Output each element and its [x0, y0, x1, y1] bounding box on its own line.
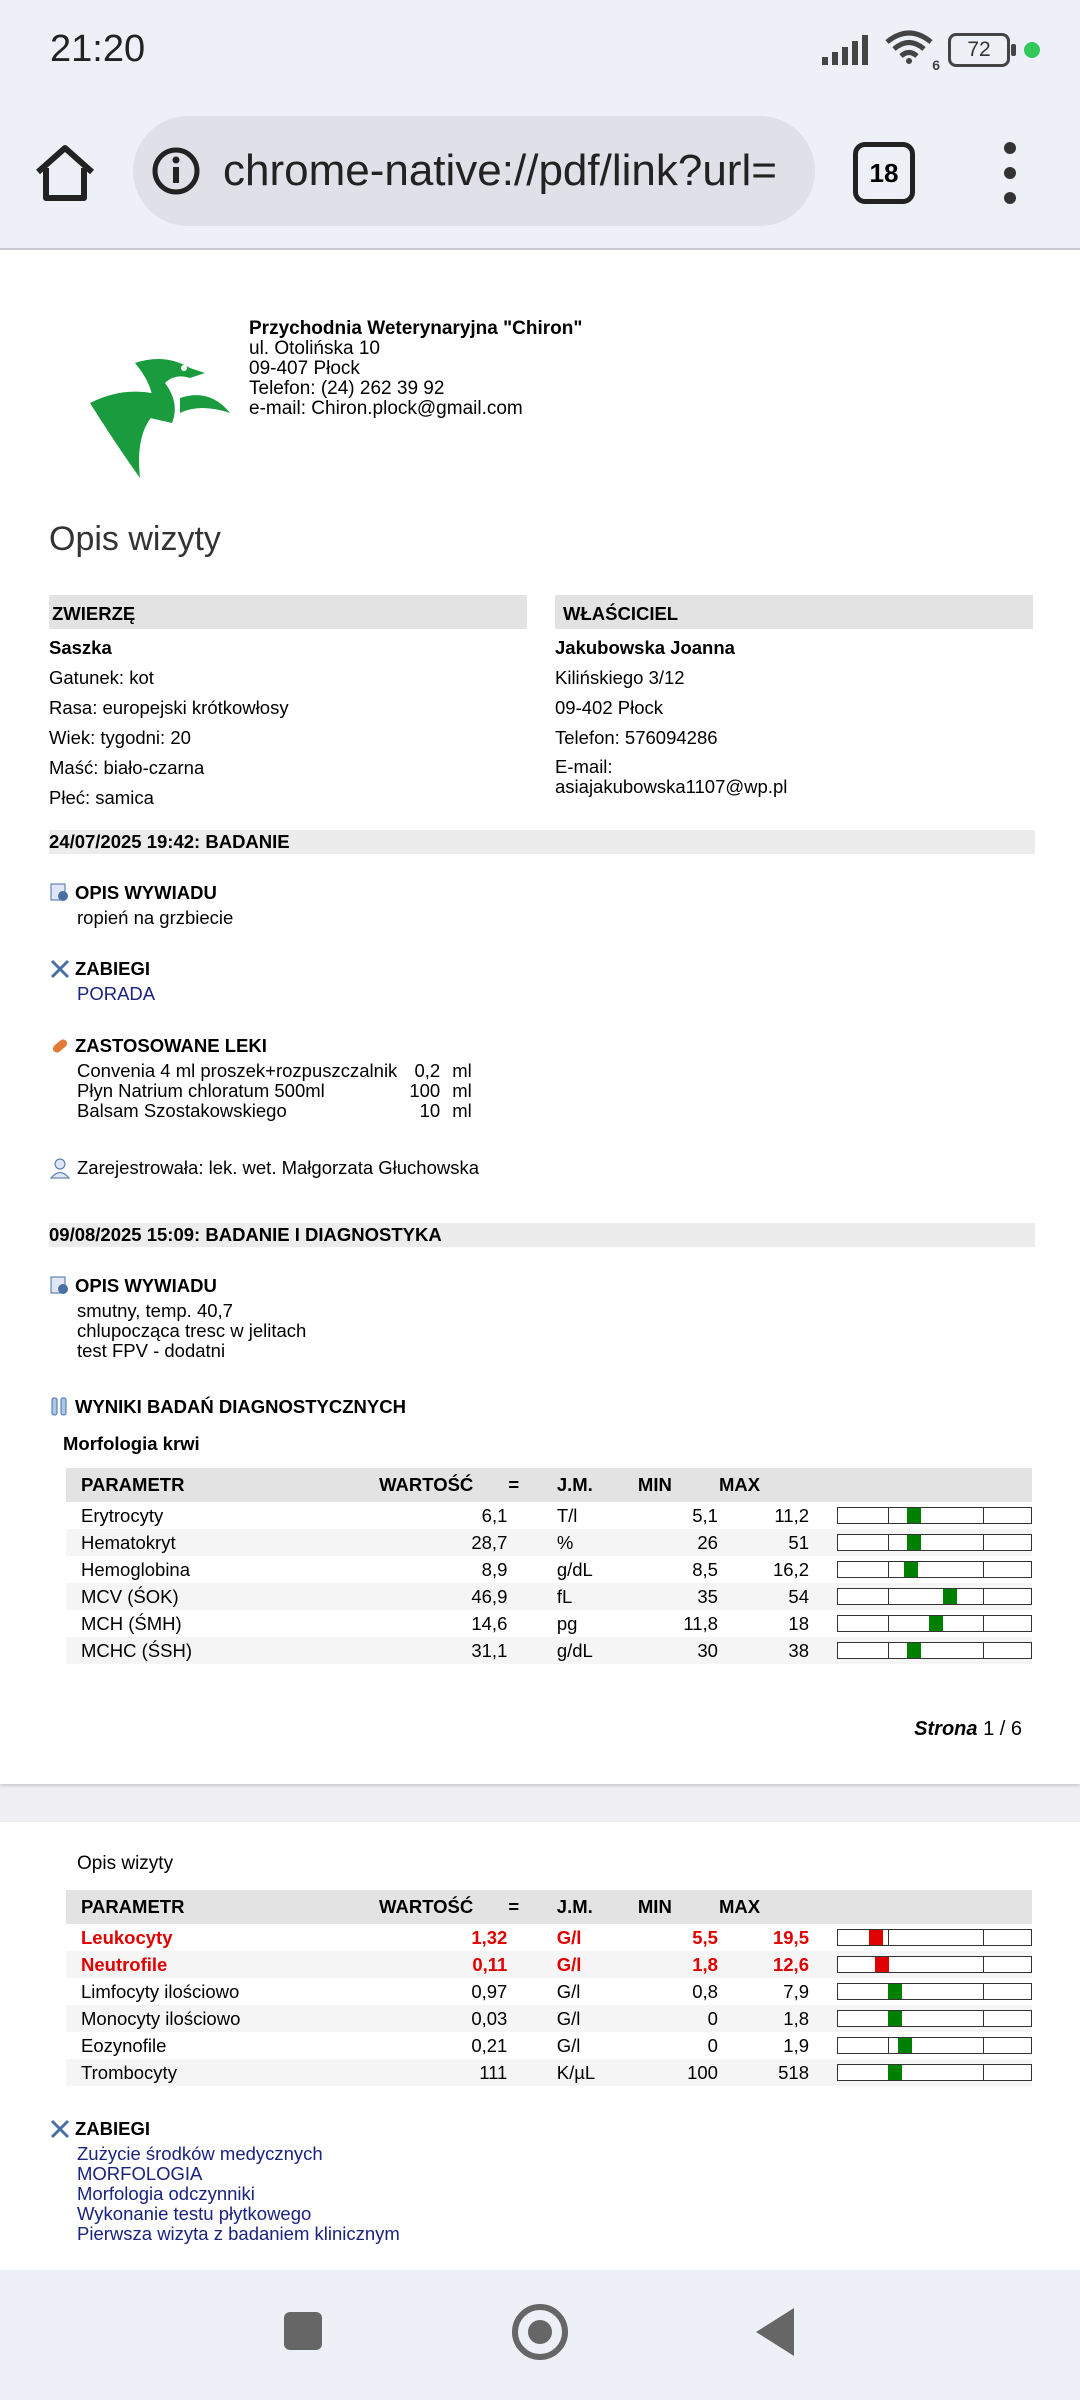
result-value: 1,32 [471, 1926, 508, 1948]
page2-header: Opis wizyty [77, 1853, 174, 1874]
result-min: 0 [637, 2005, 718, 2032]
table-header: PARAMETR WARTOŚĆ = J.M. MIN MAX [66, 1468, 1032, 1502]
range-marker [888, 1984, 902, 1999]
result-unit: g/dL [547, 1637, 637, 1664]
result-value: 111 [378, 2059, 507, 2086]
result-unit: G/l [547, 1951, 637, 1978]
clock: 21:20 [50, 28, 146, 70]
result-row [66, 1610, 1032, 1637]
recents-button[interactable] [284, 2312, 322, 2350]
pdf-page-1 [0, 250, 1080, 1784]
results-table-page1 [66, 1468, 1032, 1664]
doctor-icon [49, 1157, 71, 1179]
result-param: Eozynofile [81, 2034, 167, 2056]
result-param: Neutrofile [66, 1951, 378, 1978]
procedure-item[interactable]: Morfologia odczynniki [77, 2183, 255, 2204]
result-unit: g/dL [556, 1558, 593, 1580]
page-current: 1 [983, 1718, 995, 1740]
range-marker [929, 1616, 943, 1631]
range-bar [837, 1615, 1032, 1632]
wifi-label: 6 [932, 57, 940, 73]
test-tubes-icon [49, 1396, 71, 1418]
range-marker [888, 2065, 902, 2080]
range-bar [837, 1561, 1032, 1578]
registered-by: Zarejestrowała: lek. wet. Małgorzata Głuchowska [77, 1157, 480, 1178]
result-min: 26 [637, 1529, 718, 1556]
wifi-icon [884, 30, 940, 73]
result-row [66, 1637, 1032, 1664]
visit1-procedures [49, 958, 155, 1004]
clinic-header [249, 319, 582, 419]
result-row [66, 1924, 1032, 1951]
result-unit: % [547, 1529, 637, 1556]
result-min: 0 [707, 2034, 718, 2056]
panel-title: Morfologia krwi [63, 1433, 200, 1454]
range-bar [837, 1588, 1032, 1605]
result-max: 16,2 [772, 1558, 809, 1580]
result-param: Monocyty ilościowo [66, 2005, 378, 2032]
result-param: MCH (ŚMH) [81, 1612, 182, 1634]
result-value: 14,6 [471, 1612, 508, 1634]
result-unit: fL [547, 1583, 637, 1610]
result-max: 1,9 [783, 2034, 809, 2056]
result-row [66, 1502, 1032, 1529]
interview-line: test FPV - dodatni [77, 1340, 226, 1361]
result-unit: T/l [556, 1504, 578, 1526]
page-indicator [914, 1718, 1022, 1741]
owner-email: asiajakubowska1107@wp.pl [555, 776, 788, 797]
animal-breed: Rasa: europejski krótkowłosy [49, 697, 289, 718]
owner-city: 09-402 Płock [555, 697, 663, 718]
result-min: 100 [637, 2059, 718, 2086]
animal-color: Maść: biało-czarna [49, 757, 205, 778]
result-param: Limfocyty ilościowo [81, 1980, 240, 2002]
result-value: 28,7 [378, 1529, 507, 1556]
result-param: Hematokryt [66, 1529, 378, 1556]
person-note-icon [49, 1275, 71, 1297]
procedure-item[interactable]: Wykonanie testu płytkowego [77, 2203, 312, 2224]
url-text[interactable]: chrome-native://pdf/link?url= [223, 146, 777, 195]
result-param: Leukocyty [81, 1926, 173, 1948]
tools-icon [49, 2118, 71, 2140]
range-marker [907, 1643, 921, 1658]
result-min: 8,5 [692, 1558, 718, 1580]
range-marker [904, 1562, 918, 1577]
result-row [66, 1529, 1032, 1556]
result-unit: K/µL [547, 2059, 637, 2086]
visit2-interview [49, 1275, 306, 1361]
visit1-procedures-title: ZABIEGI [75, 958, 151, 979]
home-icon[interactable] [30, 138, 100, 208]
pill-icon [49, 1035, 71, 1057]
result-max: 51 [718, 1529, 809, 1556]
result-value: 0,97 [471, 1980, 508, 2002]
result-value: 0,21 [471, 2034, 508, 2056]
result-min: 5,1 [692, 1504, 718, 1526]
page-total: / 6 [999, 1718, 1022, 1740]
result-param: Hemoglobina [81, 1558, 191, 1580]
battery-indicator: 72 [948, 33, 1010, 67]
result-max: 54 [718, 1583, 809, 1610]
interview-line: chlupocząca tresc w jelitach [77, 1320, 307, 1341]
animal-header: ZWIERZĘ [49, 595, 527, 629]
result-min: 0,8 [692, 1980, 718, 2002]
range-marker [875, 1957, 889, 1972]
clinic-phone: Telefon: (24) 262 39 92 [249, 378, 445, 399]
range-marker [907, 1508, 921, 1523]
med-row: Convenia 4 ml proszek+rozpuszczalnik 0,2 ml [77, 1060, 472, 1081]
signal-icon [822, 35, 870, 65]
result-row [66, 2032, 1032, 2059]
owner-street: Kilińskiego 3/12 [555, 667, 685, 688]
med-row: Balsam Szostakowskiego 10 ml [77, 1100, 472, 1121]
pdf-page-2 [0, 1822, 1080, 2272]
tools-icon [49, 958, 71, 980]
results-title: WYNIKI BADAŃ DIAGNOSTYCZNYCH [75, 1396, 406, 1417]
system-nav-bar [0, 2270, 1080, 2400]
result-row [66, 2005, 1032, 2032]
result-param: Trombocyty [66, 2059, 378, 2086]
info-icon[interactable] [151, 146, 201, 196]
range-bar [837, 1534, 1032, 1551]
result-max: 11,2 [774, 1504, 809, 1526]
result-value: 6,1 [481, 1504, 508, 1526]
med-row: Płyn Natrium chloratum 500ml 100 ml [77, 1080, 472, 1101]
result-row [66, 2059, 1032, 2086]
owner-name: Jakubowska Joanna [555, 637, 735, 658]
range-bar [837, 1956, 1032, 1973]
animal-name: Saszka [49, 637, 112, 658]
visit1-header: 24/07/2025 19:42: BADANIE [49, 830, 1035, 854]
url-bar[interactable] [133, 116, 815, 226]
clinic-logo-icon [80, 343, 240, 483]
result-unit: G/l [547, 2005, 637, 2032]
page-label: Strona [914, 1718, 978, 1740]
visit2-interview-title: OPIS WYWIADU [75, 1275, 217, 1296]
range-marker [888, 2011, 902, 2026]
visit1-registration [49, 1157, 479, 1179]
range-bar [837, 2037, 1032, 2054]
range-bar [837, 1983, 1032, 2000]
visit1-interview-text: ropień na grzbiecie [77, 907, 234, 928]
animal-sex: Płeć: samica [49, 787, 154, 808]
page2-procedures [49, 2118, 400, 2244]
result-unit: G/l [556, 2034, 581, 2056]
visit1-interview [49, 882, 233, 928]
range-bar [837, 1507, 1032, 1524]
procedure-item[interactable]: Zużycie środków medycznych [77, 2143, 323, 2164]
result-value: 0,03 [378, 2005, 507, 2032]
result-param: MCV (ŚOK) [66, 1583, 378, 1610]
visit1-meds-title: ZASTOSOWANE LEKI [75, 1035, 267, 1056]
document-title: Opis wizyty [49, 520, 221, 558]
result-max: 18 [788, 1612, 809, 1634]
range-marker [898, 2038, 912, 2053]
clinic-city: 09-407 Płock [249, 358, 360, 379]
result-row [66, 1556, 1032, 1583]
result-max: 38 [718, 1637, 809, 1664]
result-min: 30 [637, 1637, 718, 1664]
visit2-results-section [49, 1396, 406, 1418]
interview-line: smutny, temp. 40,7 [77, 1300, 233, 1321]
result-min: 35 [637, 1583, 718, 1610]
clinic-name: Przychodnia Weterynaryjna "Chiron" [249, 318, 583, 339]
privacy-dot [1024, 42, 1040, 58]
status-bar [0, 0, 1080, 104]
browser-toolbar [0, 104, 1080, 250]
result-value: 8,9 [481, 1558, 508, 1580]
result-max: 7,9 [783, 1980, 809, 2002]
back-button[interactable] [756, 2308, 794, 2356]
result-max: 518 [718, 2059, 809, 2086]
animal-species: Gatunek: kot [49, 667, 154, 688]
person-note-icon [49, 882, 71, 904]
range-marker [869, 1930, 883, 1945]
result-min: 1,8 [637, 1951, 718, 1978]
clinic-email: e-mail: Chiron.plock@gmail.com [249, 398, 523, 419]
owner-email-label: E-mail: [555, 756, 613, 777]
overflow-menu-icon[interactable] [990, 142, 1030, 206]
animal-section [49, 595, 527, 809]
visit1-meds [49, 1035, 484, 1121]
range-bar [837, 2010, 1032, 2027]
visit1-interview-title: OPIS WYWIADU [75, 882, 217, 903]
result-row [66, 1583, 1032, 1610]
result-value: 46,9 [378, 1583, 507, 1610]
range-marker [907, 1535, 921, 1550]
animal-age: Wiek: tygodni: 20 [49, 727, 191, 748]
procedure-item[interactable]: MORFOLOGIA [77, 2163, 203, 2184]
home-button[interactable] [512, 2304, 568, 2360]
page2-procedures-title: ZABIEGI [75, 2118, 151, 2139]
range-bar [837, 1929, 1032, 1946]
result-min: 5,5 [692, 1926, 718, 1948]
result-unit: pg [556, 1612, 578, 1634]
result-unit: G/l [556, 1980, 581, 2002]
range-bar [837, 1642, 1032, 1659]
result-value: 31,1 [378, 1637, 507, 1664]
result-max: 19,5 [772, 1926, 809, 1948]
result-param: Erytrocyty [81, 1504, 164, 1526]
clinic-street: ul. Otolińska 10 [249, 338, 380, 359]
table-header: PARAMETR WARTOŚĆ = J.M. MIN MAX [66, 1890, 1032, 1924]
procedure-item[interactable]: Pierwsza wizyta z badaniem klinicznym [77, 2223, 400, 2244]
range-bar [837, 2064, 1032, 2081]
visit1-procedure-item[interactable]: PORADA [77, 983, 156, 1004]
result-min: 11,8 [683, 1612, 718, 1634]
visit2-header: 09/08/2025 15:09: BADANIE I DIAGNOSTYKA [49, 1223, 1035, 1247]
meds-table [77, 1061, 484, 1121]
result-row [66, 1978, 1032, 2005]
result-row [66, 1951, 1032, 1978]
result-unit: G/l [556, 1926, 582, 1948]
result-max: 1,8 [718, 2005, 809, 2032]
results-table-page2 [66, 1890, 1032, 2086]
result-param: MCHC (ŚSH) [66, 1637, 378, 1664]
owner-phone: Telefon: 576094286 [555, 727, 718, 748]
range-marker [943, 1589, 957, 1604]
result-max: 12,6 [718, 1951, 809, 1978]
result-value: 0,11 [378, 1951, 507, 1978]
owner-header: WŁAŚCICIEL [555, 595, 1033, 629]
owner-section [555, 595, 1033, 797]
tab-switcher-button[interactable]: 18 [853, 142, 915, 204]
